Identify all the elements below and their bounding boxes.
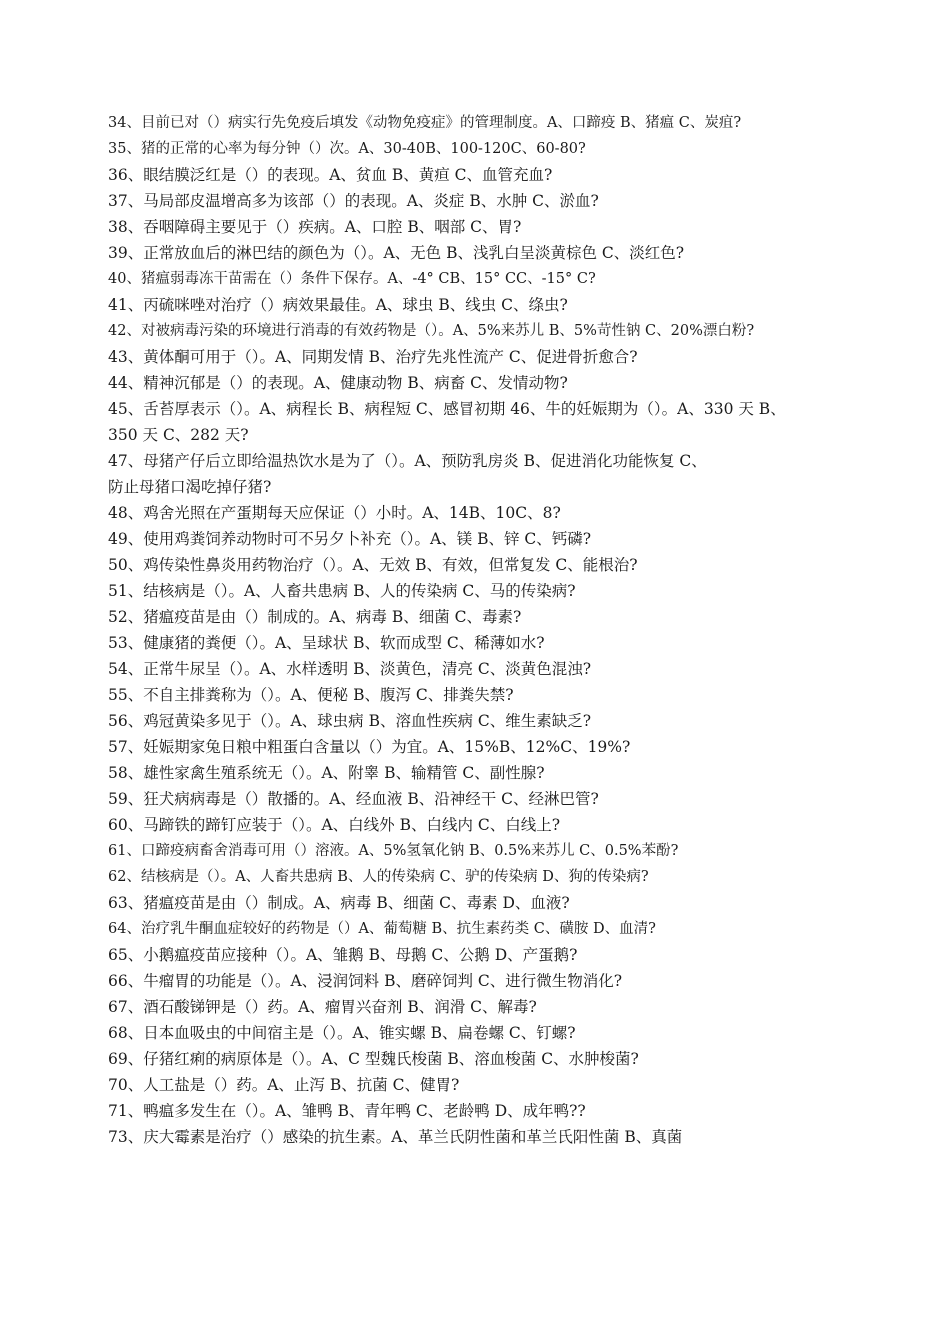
question-line-49: 49、使用鸡粪饲养动物时可不另夕卜补充（）。A、镁 B、锌 C、钙磷? bbox=[108, 530, 592, 548]
question-line-43: 43、黄体酮可用于（）。A、同期发情 B、治疗先兆性流产 C、促进骨折愈合? bbox=[108, 348, 638, 366]
question-line-48: 48、鸡舍光照在产蛋期每天应保证（）小时。A、14B、10C、8? bbox=[108, 504, 561, 522]
question-line-73: 73、庆大霉素是治疗（）感染的抗生素。A、革兰氏阴性菌和革兰氏阳性菌 B、真菌 bbox=[108, 1128, 683, 1146]
question-line-50: 50、鸡传染性鼻炎用药物治疗（）。A、无效 B、有效，但常复发 C、能根治? bbox=[108, 556, 638, 574]
question-line-56: 56、鸡冠黄染多见于（）。A、球虫病 B、溶血性疾病 C、维生素缺乏? bbox=[108, 712, 592, 730]
question-line-64: 64、治疗乳牛酮血症较好的药物是（）A、葡萄糖 B、抗生素药类 C、磺胺 D、血清? bbox=[108, 921, 656, 937]
question-line-42: 42、对被病毒污染的环境进行消毒的有效药物是（）。A、5%来苏儿 B、5%苛性钠 C、20%漂白粉? bbox=[108, 323, 755, 339]
question-line-51: 51、结核病是（）。A、人畜共患病 B、人的传染病 C、马的传染病? bbox=[108, 582, 576, 600]
question-line-47: 47、母猪产仔后立即给温热饮水是为了（）。A、预防乳房炎 B、促进消化功能恢复 C、 bbox=[108, 452, 707, 470]
question-line-62: 62、结核病是（）。A、人畜共患病 B、人的传染病 C、驴的传染病 D、狗的传染病? bbox=[108, 869, 649, 885]
question-line-41: 41、丙硫咪唑对治疗（）病效果最佳。A、球虫 B、线虫 C、绦虫? bbox=[108, 296, 568, 314]
question-line-68: 68、日本血吸虫的中间宿主是（）。A、锥实螺 B、扁卷螺 C、钉螺? bbox=[108, 1024, 576, 1042]
question-line-53: 53、健康猪的粪便（）。A、呈球状 B、软而成型 C、稀薄如水? bbox=[108, 634, 545, 652]
question-line-69: 69、仔猪红痢的病原体是（）。A、C 型魏氏梭菌 B、溶血梭菌 C、水肿梭菌? bbox=[108, 1050, 639, 1068]
question-line-60: 60、马蹄铁的蹄钉应装于（）。A、白线外 B、白线内 C、白线上? bbox=[108, 816, 561, 834]
question-line-63: 63、猪瘟疫苗是由（）制成。A、病毒 B、细菌 C、毒素 D、血液? bbox=[108, 894, 570, 912]
question-line-66: 66、牛瘤胃的功能是（）。A、浸润饲料 B、磨碎饲判 C、进行微生物消化? bbox=[108, 972, 623, 990]
question-line-34: 34、目前已对（）病实行先免疫后填发《动物免疫症》的管理制度。A、口蹄疫 B、猪瘟 C、炭疽? bbox=[108, 115, 742, 131]
question-line-71: 71、鸭瘟多发生在（）。A、雏鸭 B、青年鸭 C、老龄鸭 D、成年鸭?? bbox=[108, 1102, 586, 1120]
question-line-40: 40、猪瘟弱毒冻干苗需在（）条件下保存。A、-4° CB、15° CC、-15° C? bbox=[108, 271, 596, 287]
question-line-70: 70、人工盐是（）药。A、止泻 B、抗菌 C、健胃? bbox=[108, 1076, 460, 1094]
question-list bbox=[108, 110, 868, 1150]
question-line-67: 67、酒石酸锑钾是（）药。A、瘤胃兴奋剂 B、润滑 C、解毒? bbox=[108, 998, 537, 1016]
question-line-45: 45、舌苔厚表示（）。A、病程长 B、病程短 C、感冒初期 46、牛的妊娠期为（）。A、330 天 B、 bbox=[108, 400, 786, 418]
question-line-65: 65、小鹅瘟疫苗应接种（）。A、雏鹅 B、母鹅 C、公鹅 D、产蛋鹅? bbox=[108, 946, 578, 964]
question-line-52: 52、猪瘟疫苗是由（）制成的。A、病毒 B、细菌 C、毒素? bbox=[108, 608, 522, 626]
question-line-59: 59、狂犬病病毒是（）散播的。A、经血液 B、沿神经干 C、经淋巴管? bbox=[108, 790, 599, 808]
question-line-47-cont: 防止母猪口渴吃掉仔猪? bbox=[108, 478, 272, 496]
question-line-46-cont: 350 天 C、282 天? bbox=[108, 426, 249, 444]
question-line-39: 39、正常放血后的淋巴结的颜色为（）。A、无色 B、浅乳白呈淡黄棕色 C、淡红色? bbox=[108, 244, 685, 262]
question-line-54: 54、正常牛尿呈（）。A、水样透明 B、淡黄色，清亮 C、淡黄色混浊? bbox=[108, 660, 592, 678]
question-line-58: 58、雄性家禽生殖系统无（）。A、附睾 B、输精管 C、副性腺? bbox=[108, 764, 545, 782]
question-line-35: 35、猪的正常的心率为每分钟（）次。A、30-40B、100-120C、60-80? bbox=[108, 141, 586, 157]
question-line-38: 38、吞咽障碍主要见于（）疾病。A、口腔 B、咽部 C、胃? bbox=[108, 218, 522, 236]
question-line-57: 57、妊娠期家兔日粮中粗蛋白含量以（）为宜。A、15%B、12%C、19%? bbox=[108, 738, 631, 756]
question-line-36: 36、眼结膜泛红是（）的表现。A、贫血 B、黄疸 C、血管充血? bbox=[108, 166, 553, 184]
question-line-44: 44、精神沉郁是（）的表现。A、健康动物 B、病畜 C、发情动物? bbox=[108, 374, 568, 392]
question-line-55: 55、不自主排粪称为（）。A、便秘 B、腹泻 C、排粪失禁? bbox=[108, 686, 514, 704]
question-line-61: 61、口蹄疫病畜舍消毒可用（）溶液。A、5%氢氧化钠 B、0.5%来苏儿 C、0.5%苯酚? bbox=[108, 843, 679, 859]
question-line-37: 37、马局部皮温增高多为该部（）的表现。A、炎症 B、水肿 C、淤血? bbox=[108, 192, 599, 210]
